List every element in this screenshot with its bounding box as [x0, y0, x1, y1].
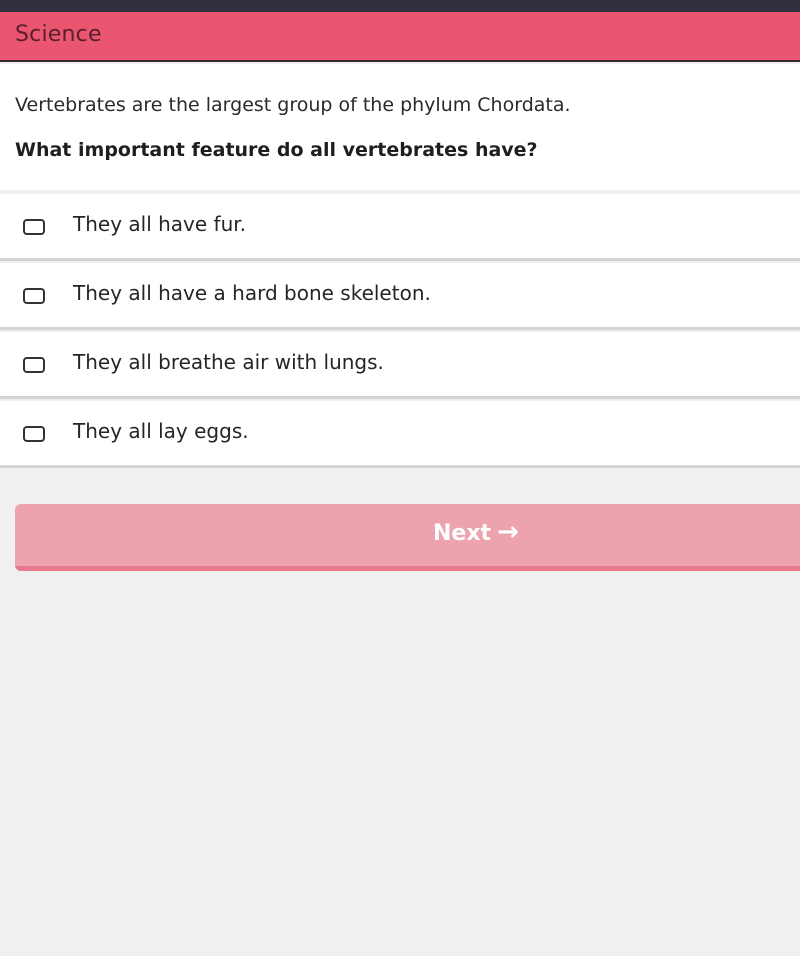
- answer-option[interactable]: [0, 332, 800, 399]
- checkbox-icon[interactable]: [23, 288, 45, 304]
- answer-option-label: They all breathe air with lungs.: [73, 350, 384, 374]
- next-button-label: Next: [433, 521, 492, 546]
- arrow-right-icon: →: [497, 517, 519, 547]
- answer-option[interactable]: [0, 263, 800, 330]
- answer-option[interactable]: [0, 194, 800, 261]
- subject-title: Science: [15, 22, 102, 47]
- answer-option[interactable]: [0, 401, 800, 468]
- subject-header: [0, 12, 800, 62]
- answer-option-label: They all lay eggs.: [73, 419, 249, 443]
- question-prompt: What important feature do all vertebrates have?: [15, 139, 538, 161]
- next-button[interactable]: [15, 504, 800, 571]
- answer-options: [0, 194, 800, 470]
- answer-option-label: They all have a hard bone skeleton.: [73, 281, 431, 305]
- checkbox-icon[interactable]: [23, 357, 45, 373]
- answer-option-label: They all have fur.: [73, 212, 247, 236]
- question-intro: Vertebrates are the largest group of the phylum Chordata.: [15, 94, 571, 116]
- checkbox-icon[interactable]: [23, 219, 45, 235]
- question-panel: [0, 64, 800, 190]
- checkbox-icon[interactable]: [23, 426, 45, 442]
- top-status-strip: [0, 0, 800, 12]
